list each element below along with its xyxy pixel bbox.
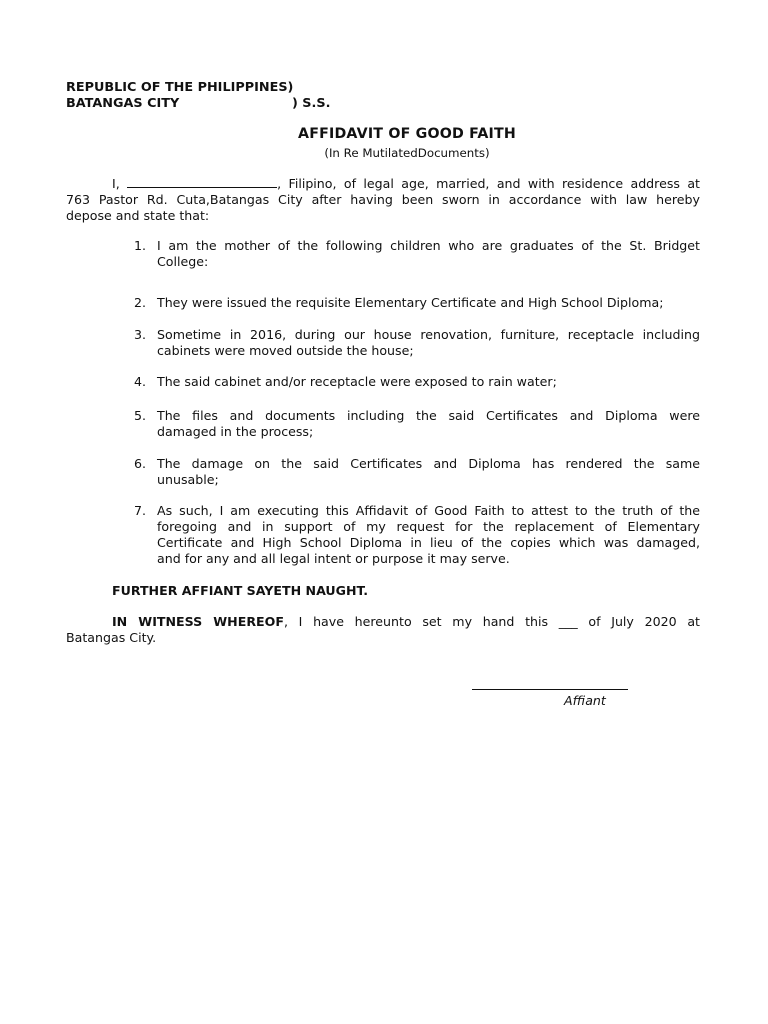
witness-line-1 — [66, 614, 700, 630]
statement-line: The files and documents including the said Certificates and Diploma were — [157, 408, 700, 423]
intro-line-1-text: , Filipino, of legal age, married, and with residence address at — [277, 176, 700, 191]
statement-text — [157, 238, 700, 270]
further-affiant: FURTHER AFFIANT SAYETH NAUGHT. — [112, 583, 368, 598]
statement-number: 4. — [134, 374, 147, 389]
statement-text — [157, 408, 700, 440]
statement-text — [157, 327, 700, 359]
statement-number: 1. — [134, 238, 147, 253]
signature-line — [472, 689, 628, 690]
document-subtitle: (In Re MutilatedDocuments) — [324, 146, 490, 160]
statement-number: 6. — [134, 456, 147, 471]
statement-text — [157, 456, 700, 488]
document-title: AFFIDAVIT OF GOOD FAITH — [298, 126, 516, 142]
statement-line: unusable; — [157, 472, 219, 487]
statement-number: 7. — [134, 503, 147, 518]
witness-line-1-text: , I have hereunto set my hand this ___ of July 2020 at — [283, 614, 700, 629]
venue-city: BATANGAS CITY — [66, 96, 180, 111]
statement-line: Certificate and High School Diploma in lieu of the copies which was damaged, — [157, 535, 700, 550]
statement-line: I am the mother of the following children who are graduates of the St. Bridget — [157, 238, 700, 253]
venue-republic: REPUBLIC OF THE PHILIPPINES) — [66, 80, 294, 95]
statement-text — [157, 503, 700, 567]
statement-line: damaged in the process; — [157, 424, 314, 439]
statement-number: 3. — [134, 327, 147, 342]
statement-line: Sometime in 2016, during our house renovation, furniture, receptacle including — [157, 327, 700, 342]
statement-line: and for any and all legal intent or purpose it may serve. — [157, 551, 510, 566]
intro-line-3: depose and state that: — [66, 208, 210, 223]
intro-paragraph — [66, 175, 700, 224]
statement-line: They were issued the requisite Elementary Certificate and High School Diploma; — [157, 295, 664, 310]
witness-line-2: Batangas City. — [66, 630, 157, 645]
statement-line: The damage on the said Certificates and Diploma has rendered the same — [157, 456, 700, 471]
venue-ss: ) S.S. — [292, 96, 331, 111]
statement-line: As such, I am executing this Affidavit of Good Faith to attest to the truth of the — [157, 503, 700, 518]
name-blank — [127, 175, 277, 188]
intro-line-1 — [66, 175, 700, 192]
statement-number: 5. — [134, 408, 147, 423]
statement-line: foregoing and in support of my request for the replacement of Elementary — [157, 519, 700, 534]
witness-paragraph — [66, 614, 700, 646]
statement-line: cabinets were moved outside the house; — [157, 343, 414, 358]
witness-bold: IN WITNESS WHEREOF — [112, 614, 284, 629]
statement-text — [157, 374, 700, 390]
intro-prefix: I, — [112, 176, 120, 191]
statement-line: The said cabinet and/or receptacle were exposed to rain water; — [157, 374, 557, 389]
affiant-label: Affiant — [564, 693, 606, 708]
statement-number: 2. — [134, 295, 147, 310]
statement-text — [157, 295, 700, 311]
statement-line: College: — [157, 254, 209, 269]
intro-line-2: 763 Pastor Rd. Cuta,Batangas City after having been sworn in accordance with law hereby — [66, 192, 700, 207]
